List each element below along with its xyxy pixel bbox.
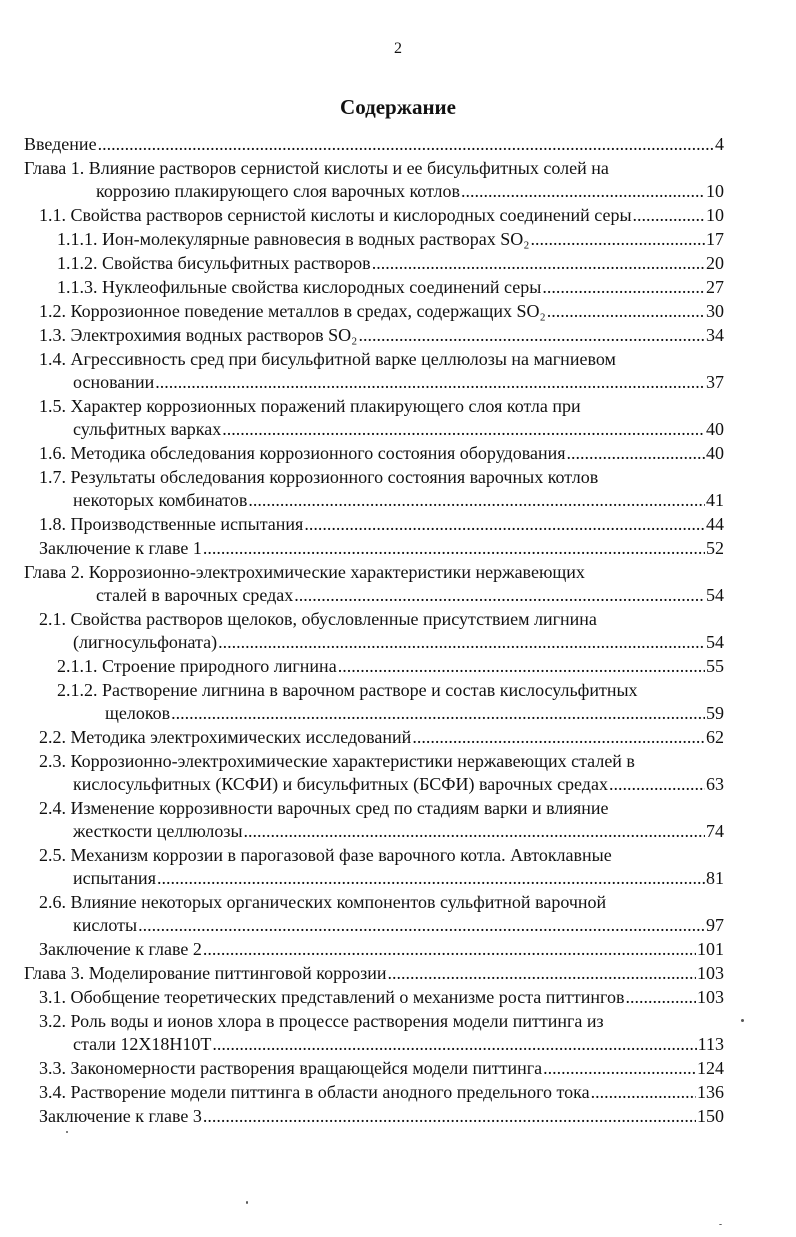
toc-page-number: 37 bbox=[706, 372, 724, 392]
toc-entry-continuation bbox=[39, 820, 724, 843]
toc-page-number: 59 bbox=[706, 703, 724, 723]
toc-entry-text: жесткости целлюлозы bbox=[73, 821, 243, 841]
dot-leader bbox=[304, 513, 705, 536]
dot-leader bbox=[531, 228, 705, 251]
toc-entry-line bbox=[39, 442, 724, 465]
toc-entry-continuation bbox=[39, 489, 724, 512]
toc-page-number: 103 bbox=[697, 963, 724, 983]
toc-page-number: 20 bbox=[706, 253, 724, 273]
toc-entry bbox=[24, 1010, 724, 1056]
toc-entry-line bbox=[24, 133, 724, 156]
toc-entry bbox=[24, 513, 724, 536]
toc-entry-line bbox=[57, 679, 724, 702]
page-title: Содержание bbox=[340, 95, 456, 119]
dot-leader bbox=[591, 1081, 696, 1104]
toc-entry-text: 2.4. Изменение коррозивности варочных сред по стадиям варки и влияние bbox=[39, 798, 609, 818]
toc-entry-line bbox=[24, 962, 724, 985]
toc-page-number: 74 bbox=[706, 821, 724, 841]
dot-leader bbox=[633, 204, 705, 227]
toc-page-number: 52 bbox=[706, 538, 724, 558]
toc-page-number: 44 bbox=[706, 514, 724, 534]
toc-entry-text: 1.7. Результаты обследования коррозионного состояния варочных котлов bbox=[39, 467, 599, 487]
toc-entry-text: 1.4. Агрессивность сред при бисульфитной варке целлюлозы на магниевом bbox=[39, 349, 616, 369]
dot-leader bbox=[203, 537, 705, 560]
toc-page-number: 17 bbox=[706, 229, 724, 249]
toc-entry-text: Глава 2. Коррозионно-электрохимические характеристики нержавеющих bbox=[24, 562, 585, 582]
toc-page-number: 10 bbox=[706, 181, 724, 201]
toc-entry-line bbox=[39, 797, 724, 820]
toc-page-number: 10 bbox=[706, 205, 724, 225]
toc-entry bbox=[24, 228, 724, 251]
dot-leader bbox=[412, 726, 705, 749]
toc-entry-continuation bbox=[39, 371, 724, 394]
scan-speck bbox=[246, 1201, 248, 1204]
toc-entry-line bbox=[39, 513, 724, 536]
dot-leader bbox=[155, 371, 705, 394]
toc-page-number: 40 bbox=[706, 443, 724, 463]
toc-entry-text: 3.3. Закономерности растворения вращающейся модели питтинга bbox=[39, 1058, 543, 1078]
toc-entry bbox=[24, 395, 724, 441]
toc-page-number: 101 bbox=[697, 939, 724, 959]
toc-page-number: 136 bbox=[697, 1082, 724, 1102]
toc-entry-text: 2.5. Механизм коррозии в парогазовой фазе варочного котла. Автоклавные bbox=[39, 845, 612, 865]
toc-entry-line bbox=[39, 1105, 724, 1128]
dot-leader bbox=[567, 442, 705, 465]
toc-entry bbox=[24, 466, 724, 512]
toc-entry-line bbox=[39, 537, 724, 560]
toc-entry-line bbox=[39, 324, 724, 347]
toc-entry bbox=[24, 276, 724, 299]
toc-page-number: 30 bbox=[706, 301, 724, 321]
table-of-contents bbox=[24, 133, 724, 1129]
toc-entry bbox=[24, 938, 724, 961]
toc-entry bbox=[24, 891, 724, 937]
toc-entry-text: 3.1. Обобщение теоретических представлений о механизме роста питтингов bbox=[39, 987, 625, 1007]
dot-leader bbox=[203, 1105, 696, 1128]
toc-entry bbox=[24, 442, 724, 465]
dot-leader bbox=[547, 300, 705, 323]
toc-entry-text: стали 12Х18Н10Т bbox=[73, 1034, 212, 1054]
toc-entry-text: 1.6. Методика обследования коррозионного состояния оборудования bbox=[39, 443, 566, 463]
toc-entry-line bbox=[39, 348, 724, 371]
toc-entry-text: Заключение к главе 3 bbox=[39, 1106, 202, 1126]
toc-entry bbox=[24, 133, 724, 156]
dot-leader bbox=[388, 962, 697, 985]
toc-entry-line bbox=[39, 986, 724, 1009]
toc-entry-line bbox=[39, 750, 724, 773]
toc-entry-text: сульфитных варках bbox=[73, 419, 222, 439]
toc-entry-text: 3.4. Растворение модели питтинга в области анодного предельного тока bbox=[39, 1082, 590, 1102]
toc-entry bbox=[24, 608, 724, 654]
toc-entry bbox=[24, 726, 724, 749]
toc-entry bbox=[24, 962, 724, 985]
toc-entry-continuation bbox=[39, 773, 724, 796]
toc-entry-line bbox=[39, 1081, 724, 1104]
toc-entry-continuation bbox=[24, 180, 724, 203]
toc-page-number: 54 bbox=[706, 632, 724, 652]
toc-entry-text: 1.1.2. Свойства бисульфитных растворов bbox=[57, 253, 371, 273]
dot-leader bbox=[543, 1057, 696, 1080]
toc-entry-line bbox=[39, 891, 724, 914]
dot-leader bbox=[248, 489, 705, 512]
toc-page-number: 81 bbox=[706, 868, 724, 888]
toc-page-number: 124 bbox=[697, 1058, 724, 1078]
toc-entry-line bbox=[39, 726, 724, 749]
toc-entry-text: кислосульфитных (КСФИ) и бисульфитных (БСФИ) варочных средах bbox=[73, 774, 608, 794]
toc-entry bbox=[24, 655, 724, 678]
toc-entry-text: щелоков bbox=[105, 703, 171, 723]
toc-entry-continuation bbox=[57, 702, 724, 725]
toc-entry-continuation bbox=[39, 418, 724, 441]
toc-entry-line bbox=[39, 300, 724, 323]
dot-leader bbox=[138, 914, 705, 937]
toc-entry bbox=[24, 537, 724, 560]
toc-page-number: 63 bbox=[706, 774, 724, 794]
toc-entry-text: испытания bbox=[73, 868, 156, 888]
toc-entry bbox=[24, 300, 724, 323]
toc-entry-line bbox=[39, 608, 724, 631]
toc-entry bbox=[24, 252, 724, 275]
toc-entry-line bbox=[39, 1057, 724, 1080]
dot-leader bbox=[244, 820, 705, 843]
toc-entry-text: Введение bbox=[24, 134, 97, 154]
toc-entry-text: 2.1.1. Строение природного лигнина bbox=[57, 656, 337, 676]
toc-entry-text: коррозию плакирующего слоя варочных котлов bbox=[96, 181, 460, 201]
toc-entry-text: 1.5. Характер коррозионных поражений плакирующего слоя котла при bbox=[39, 396, 581, 416]
toc-entry-line bbox=[57, 228, 724, 251]
toc-entry-continuation bbox=[39, 914, 724, 937]
toc-entry-line bbox=[39, 204, 724, 227]
toc-page-number: 54 bbox=[706, 585, 724, 605]
toc-entry bbox=[24, 348, 724, 394]
toc-page-number: 27 bbox=[706, 277, 724, 297]
toc-entry bbox=[24, 750, 724, 796]
toc-entry-text: 1.2. Коррозионное поведение металлов в средах, содержащих SO₂ bbox=[39, 301, 546, 321]
toc-entry-text: Глава 1. Влияние растворов сернистой кислоты и ее бисульфитных солей на bbox=[24, 158, 609, 178]
dot-leader bbox=[222, 418, 705, 441]
dot-leader bbox=[98, 133, 714, 156]
toc-page-number: 103 bbox=[697, 987, 724, 1007]
dot-leader bbox=[358, 324, 705, 347]
toc-entry-text: 2.3. Коррозионно-электрохимические характеристики нержавеющих сталей в bbox=[39, 751, 635, 771]
toc-page-number: 55 bbox=[706, 656, 724, 676]
toc-entry bbox=[24, 204, 724, 227]
toc-entry-text: 1.1.1. Ион-молекулярные равновесия в водных растворах SO₂ bbox=[57, 229, 530, 249]
toc-entry bbox=[24, 324, 724, 347]
toc-entry-text: Глава 3. Моделирование питтинговой коррозии bbox=[24, 963, 387, 983]
toc-entry-line bbox=[39, 395, 724, 418]
toc-page-number: 150 bbox=[697, 1106, 724, 1126]
toc-entry-text: 2.2. Методика электрохимических исследований bbox=[39, 727, 412, 747]
toc-entry-line bbox=[57, 252, 724, 275]
toc-entry bbox=[24, 679, 724, 725]
toc-entry bbox=[24, 1057, 724, 1080]
dot-leader bbox=[171, 702, 705, 725]
toc-entry-text: 3.2. Роль воды и ионов хлора в процессе растворения модели питтинга из bbox=[39, 1011, 604, 1031]
dot-leader bbox=[338, 655, 705, 678]
toc-entry-line bbox=[57, 276, 724, 299]
toc-page-number: 40 bbox=[706, 419, 724, 439]
toc-entry-continuation bbox=[39, 867, 724, 890]
dot-leader bbox=[203, 938, 696, 961]
toc-entry bbox=[24, 157, 724, 203]
toc-entry-text: 1.3. Электрохимия водных растворов SO₂ bbox=[39, 325, 358, 345]
scan-speck bbox=[719, 1224, 722, 1225]
toc-entry-text: Заключение к главе 2 bbox=[39, 939, 202, 959]
toc-page-number: 62 bbox=[706, 727, 724, 747]
toc-entry-text: 1.1.3. Нуклеофильные свойства кислородных соединений серы bbox=[57, 277, 542, 297]
scan-speck bbox=[66, 1131, 68, 1133]
toc-page-number: 113 bbox=[697, 1034, 724, 1054]
toc-page-number: 4 bbox=[715, 134, 724, 154]
dot-leader bbox=[461, 180, 705, 203]
toc-entry-continuation bbox=[39, 1033, 724, 1056]
toc-entry-text: 2.1.2. Растворение лигнина в варочном растворе и состав кислосульфитных bbox=[57, 680, 638, 700]
dot-leader bbox=[294, 584, 705, 607]
toc-entry-line bbox=[57, 655, 724, 678]
dot-leader bbox=[218, 631, 705, 654]
toc-entry-continuation bbox=[39, 631, 724, 654]
toc-entry bbox=[24, 561, 724, 607]
toc-entry-text: 1.8. Производственные испытания bbox=[39, 514, 304, 534]
toc-entry-line bbox=[39, 938, 724, 961]
toc-entry-text: кислоты bbox=[73, 915, 138, 935]
toc-page-number: 34 bbox=[706, 325, 724, 345]
toc-page-number: 41 bbox=[706, 490, 724, 510]
toc-entry-line bbox=[39, 844, 724, 867]
scan-speck bbox=[741, 1019, 744, 1022]
page-number: 2 bbox=[394, 40, 402, 57]
toc-entry bbox=[24, 986, 724, 1009]
toc-entry-text: основании bbox=[73, 372, 155, 392]
toc-entry-text: 2.6. Влияние некоторых органических компонентов сульфитной варочной bbox=[39, 892, 607, 912]
toc-page-number: 97 bbox=[706, 915, 724, 935]
toc-entry-line bbox=[39, 466, 724, 489]
dot-leader bbox=[542, 276, 705, 299]
dot-leader bbox=[372, 252, 705, 275]
toc-entry-text: Заключение к главе 1 bbox=[39, 538, 202, 558]
toc-entry-text: некоторых комбинатов bbox=[73, 490, 248, 510]
dot-leader bbox=[625, 986, 696, 1009]
toc-entry-line bbox=[24, 157, 724, 180]
toc-entry-text: (лигносульфоната) bbox=[73, 632, 218, 652]
toc-entry bbox=[24, 1105, 724, 1128]
toc-entry bbox=[24, 1081, 724, 1104]
dot-leader bbox=[157, 867, 705, 890]
dot-leader bbox=[212, 1033, 696, 1056]
toc-entry-text: 1.1. Свойства растворов сернистой кислоты и кислородных соединений серы bbox=[39, 205, 632, 225]
toc-entry-text: 2.1. Свойства растворов щелоков, обусловленные присутствием лигнина bbox=[39, 609, 597, 629]
toc-entry-text: сталей в варочных средах bbox=[96, 585, 294, 605]
toc-entry bbox=[24, 844, 724, 890]
toc-entry-line bbox=[39, 1010, 724, 1033]
toc-entry bbox=[24, 797, 724, 843]
dot-leader bbox=[609, 773, 705, 796]
toc-entry-continuation bbox=[24, 584, 724, 607]
toc-entry-line bbox=[24, 561, 724, 584]
